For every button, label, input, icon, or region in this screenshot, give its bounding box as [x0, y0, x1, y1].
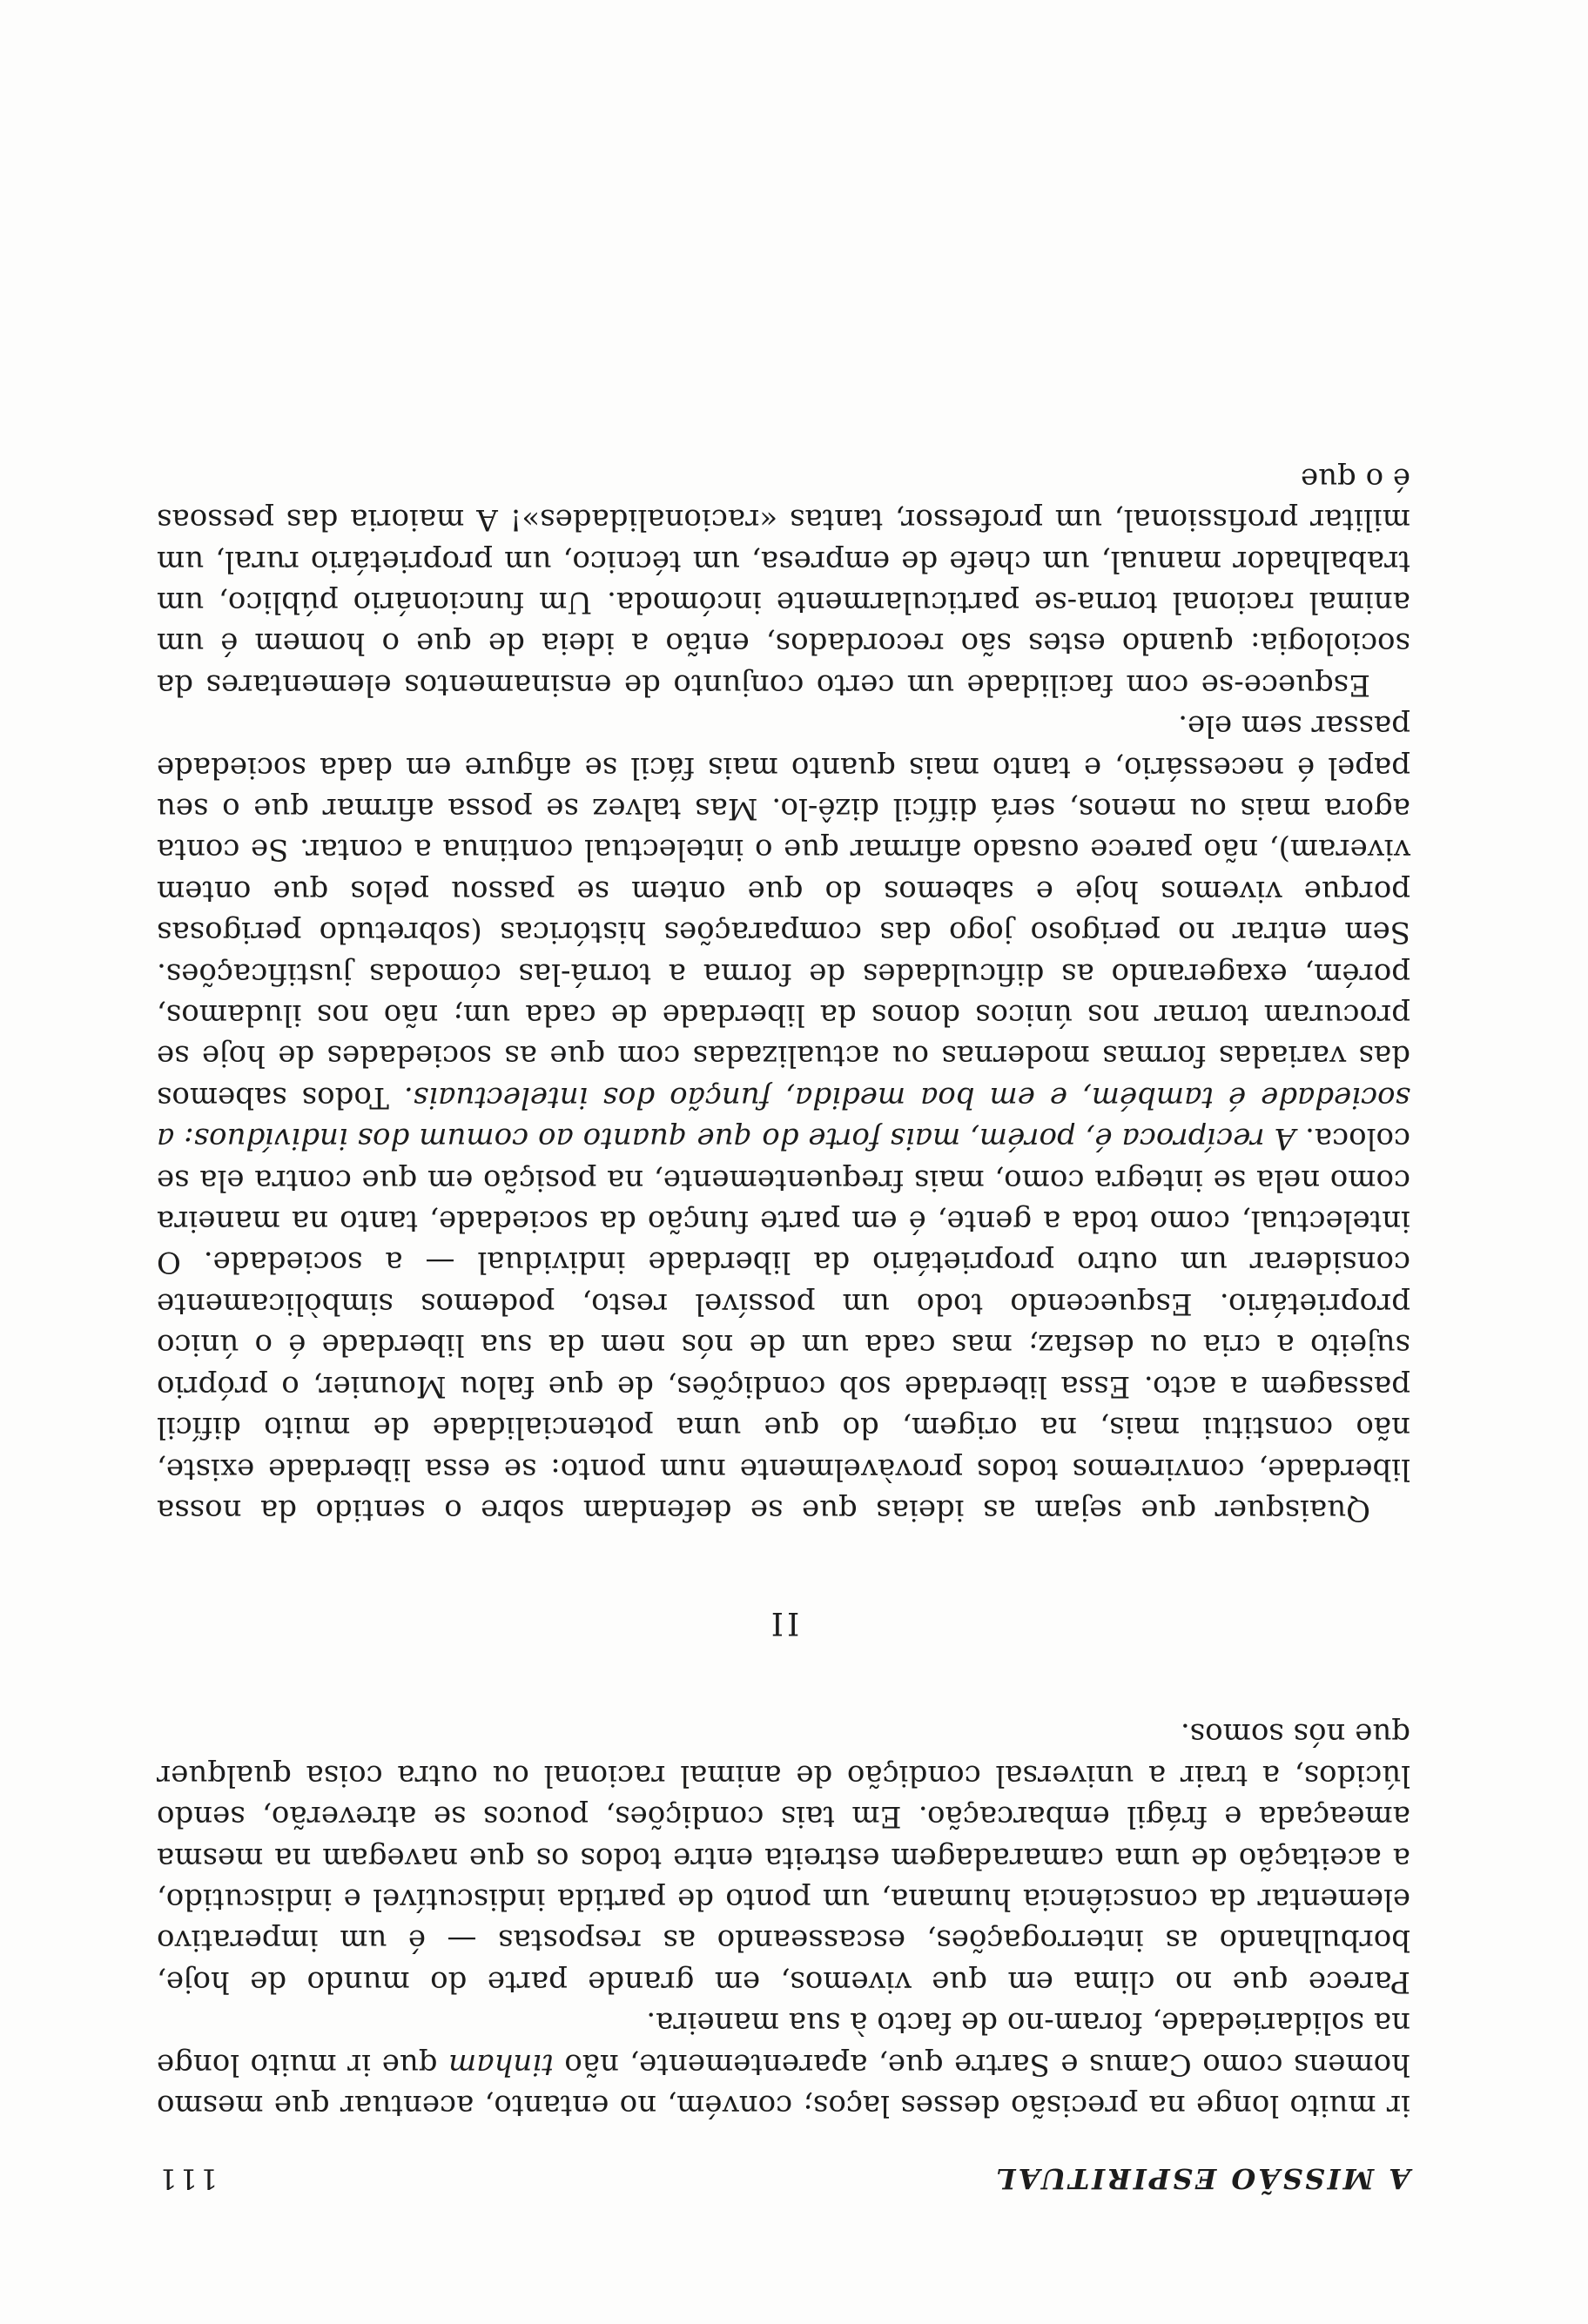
page-content — [157, 457, 1410, 2195]
section-number: II — [767, 1604, 800, 1641]
running-header — [157, 2143, 1410, 2195]
section-gap-bottom — [157, 1530, 1410, 1582]
paragraph-liberty — [157, 705, 1410, 1530]
paragraph-emphasis: tinham — [447, 2046, 554, 2082]
paragraph-text: ir muito longe na precisão desses laços; convém, no entanto, acentuar que mesmo homens como Camus e Sartre que, aparentemente, não — [157, 2046, 1410, 2123]
page-number: 111 — [157, 2162, 219, 2195]
running-title: A MISSÃO ESPIRITUAL — [993, 2162, 1410, 2195]
paragraph-text: Quaisquer que sejam as ideias que se defendam sobre o sentido da nossa liberdade, conviremos todos provàvelmente num ponto: se essa liberdade existe, não constitui mais, na origem, do que uma potencialidade de muito difícil passagem a acto. Essa liberdade sob condições, de que falou Mounier, o próprio sujeito a cria ou desfaz; mas cada um de nós nem da sua liberdade é o único proprietário. Esquecendo todo um possível resto, podemos simbòlicamente considerar um outro proprietário da liberdade individual — a sociedade. O intelectual, como toda a gente, é em parte função da sociedade, tanto na maneira como nela se integra como, mais frequentemente, na posição em que contra ela se coloca. — [157, 1121, 1410, 1528]
paragraph-emphasis: A recíproca é, porém, mais forte do que quanto ao comum dos indivíduos: a sociedade é também, e em boa medida, função dos intelectuais. — [157, 1079, 1410, 1157]
paragraph-text-rest: Todos sabemos das variadas formas modernas ou actualizadas com que as sociedades de hoje se procuram tornar nos únicos donos da liberdade de cada um; não nos iludamos, porém, exagerando as dificuldades de forma a torná-las cómodas justificações. Sem entrar no perigoso jogo das comparações históricas (sobretudo perigosas porque vivemos hoje e sabemos do que ontem se passou pelos que ontem viveram), não parece ousado afirmar que o intelectual continua a contar. Se conta agora mais ou menos, será difícil dizê-lo. Mas talvez se possa afirmar que o seu papel é necessário, e tanto mais quanto mais fácil se afigure em dada sociedade passar sem ele. — [156, 709, 1410, 1115]
section-gap-top — [157, 1662, 1410, 1713]
paragraph-continuation — [157, 2002, 1410, 2126]
paragraph-climate: Parece que no clima em que vivemos, em grande parte do mundo de hoje, borbulhando as interrogações, escasseando as respostas — é um imperativo elementar da consciência humana, um ponto de partida indiscutível e indiscutido, a aceitação de uma camaradagem estreita entre todos os que navegam na mesma ameaçada e frágil embarcação. Em tais condições, poucos se atreverão, sendo lúcidos, a trair a universal condição de animal racional ou outra coisa qualquer que nós somos. — [157, 1716, 1410, 1999]
header-gap — [157, 2126, 1410, 2143]
paragraph-text-rest: que ir muito longe na solidariedade, foram-no de facto à sua maneira. — [157, 2005, 1410, 2082]
paragraph-sociology: Esquece-se com facilidade um certo conjunto de ensinamentos elementares da sociologia: quando estes são recordados, então a ideia de que o homem é um animal racional torna-se particularmente incómoda. Um funcionário público, um trabalhador manual, um chefe de empresa, um técnico, um proprietário rural, um militar profissional, um professor, tantas «racionalidades»! A maioria das pessoas é o que — [157, 460, 1410, 702]
